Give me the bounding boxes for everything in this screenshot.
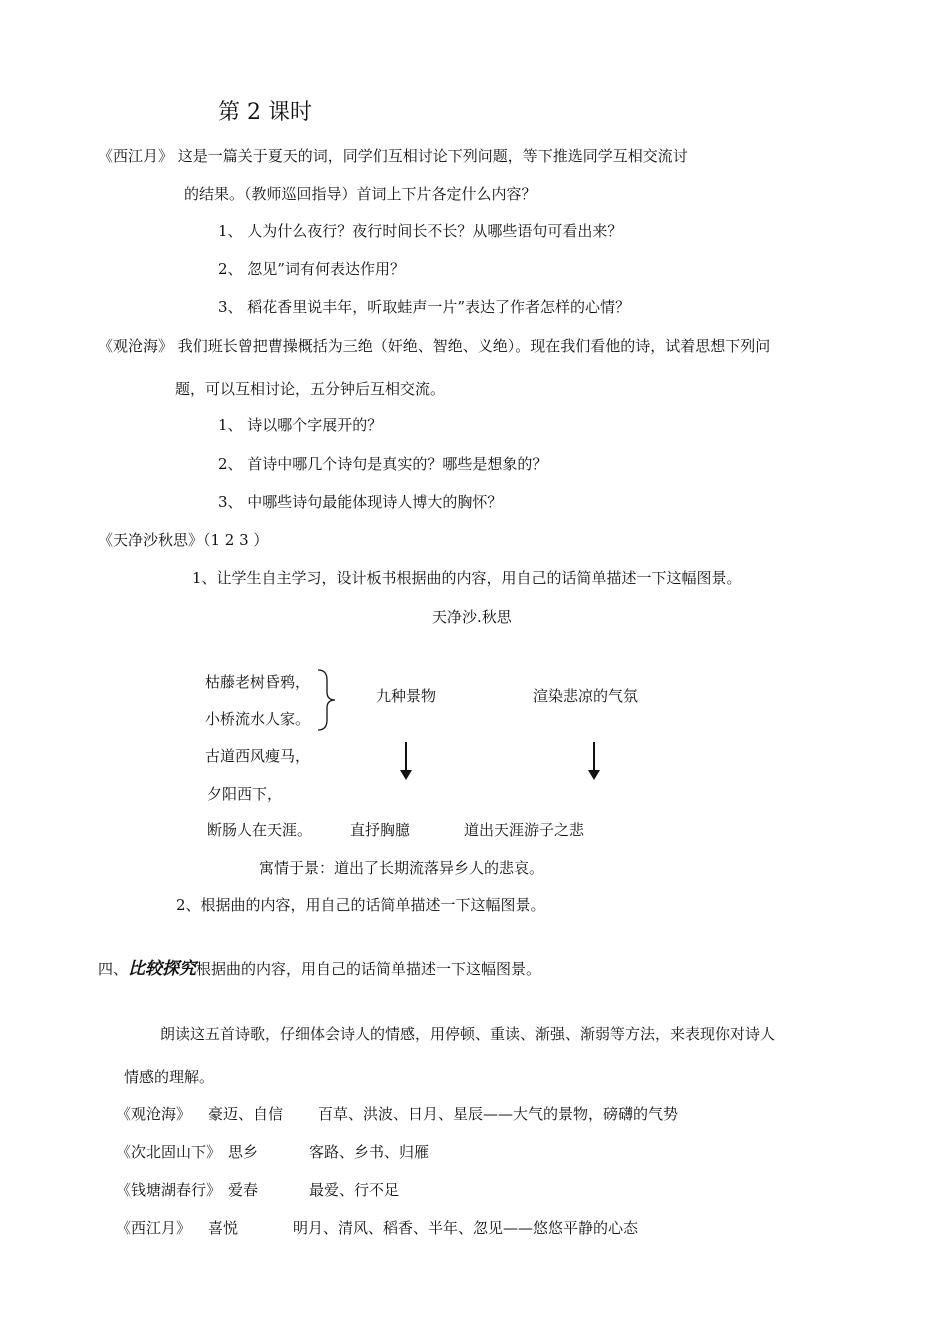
compare-row-poem: 《钱塘湖春行》 bbox=[116, 1181, 222, 1199]
verse-line-3: 古道西风瘦马， bbox=[205, 747, 311, 765]
compare-row-emotion: 思乡 bbox=[228, 1143, 259, 1161]
guancanghai-intro: 《观沧海》 我们班长曾把曹操概括为三绝（奸绝、智绝、义绝）。现在我们看他的诗，试着思想下列问 bbox=[98, 337, 771, 355]
compare-row-emotion: 爱春 bbox=[228, 1181, 259, 1199]
xijiangyue-question-1: 1、 人为什么夜行？夜行时间长不长？从哪些语句可看出来？ bbox=[218, 222, 623, 240]
tianjingsha-task-1: 1、让学生自主学习，设计板书根据曲的内容，用自己的话简单描述一下这幅图景。 bbox=[192, 569, 742, 587]
xijiangyue-intro: 《西江月》 这是一篇关于夏天的词，同学们互相讨论下列问题，等下推选同学互相交流讨 bbox=[98, 147, 688, 165]
compare-row-imagery: 百草、洪波、日月、星辰——大气的景物，磅礴的气势 bbox=[318, 1105, 679, 1123]
board-summary: 寓情于景：道出了长期流落异乡人的悲哀。 bbox=[259, 859, 545, 877]
compare-row-emotion: 喜悦 bbox=[208, 1219, 239, 1237]
arrow-down-icon bbox=[400, 742, 412, 780]
verse-line-4: 夕阳西下， bbox=[207, 785, 283, 803]
verse-line-1: 枯藤老树昏鸦， bbox=[205, 673, 311, 691]
compare-row-poem: 《观沧海》 bbox=[116, 1105, 192, 1123]
compare-row-imagery: 最爱、行不足 bbox=[309, 1181, 400, 1199]
compare-row-emotion: 豪迈、自信 bbox=[208, 1105, 284, 1123]
compare-row-imagery: 明月、清风、稻香、半年、忽见——悠悠平静的心态 bbox=[293, 1219, 639, 1237]
compare-heading bbox=[98, 959, 541, 979]
label-atmosphere: 渲染悲凉的气氛 bbox=[533, 687, 639, 705]
tianjingsha-task-2: 2、根据曲的内容，用自己的话简单描述一下这幅图景。 bbox=[176, 896, 546, 914]
board-title: 天净沙.秋思 bbox=[432, 608, 512, 626]
label-nine-scenery: 九种景物 bbox=[376, 687, 437, 705]
verse-line-2: 小桥流水人家。 bbox=[205, 710, 311, 728]
compare-row-imagery: 客路、乡书、归雁 bbox=[309, 1143, 430, 1161]
label-direct-expression: 直抒胸臆 bbox=[350, 821, 411, 839]
compare-title: 比较探究 bbox=[128, 959, 197, 979]
xijiangyue-question-2: 2、 忽见”词有何表达作用？ bbox=[218, 260, 405, 278]
compare-prefix: 四、 bbox=[98, 960, 129, 978]
lesson-title: 第 2 课时 bbox=[218, 100, 312, 125]
compare-row-poem: 《次北固山下》 bbox=[116, 1143, 222, 1161]
guancanghai-question-1: 1、 诗以哪个字展开的？ bbox=[218, 416, 383, 434]
tianjingsha-heading: 《天净沙秋思》（1 2 3 ） bbox=[98, 531, 269, 549]
compare-paragraph: 朗读这五首诗歌，仔细体会诗人的情感，用停顿、重读、渐强、渐弱等方法，来表现你对诗人 bbox=[160, 1025, 776, 1043]
xijiangyue-question-3: 3、 稻花香里说丰年，听取蛙声一片”表达了作者怎样的心情？ bbox=[218, 298, 630, 316]
arrow-down-icon bbox=[588, 742, 600, 780]
xijiangyue-intro-cont: 的结果。（教师巡回指导）首词上下片各定什么内容？ bbox=[184, 185, 537, 203]
brace-icon bbox=[316, 668, 338, 732]
compare-heading-rest: 根据曲的内容，用自己的话简单描述一下这幅图景。 bbox=[196, 960, 542, 978]
compare-paragraph-cont: 情感的理解。 bbox=[124, 1068, 215, 1086]
guancanghai-question-2: 2、 首诗中哪几个诗句是真实的？哪些是想象的？ bbox=[218, 455, 548, 473]
verse-line-5: 断肠人在天涯。 bbox=[207, 821, 313, 839]
compare-row-poem: 《西江月》 bbox=[116, 1219, 192, 1237]
guancanghai-question-3: 3、 中哪些诗句最能体现诗人博大的胸怀？ bbox=[218, 493, 503, 511]
guancanghai-intro-cont: 题，可以互相讨论，五分钟后互相交流。 bbox=[175, 380, 446, 398]
label-wanderer-sorrow: 道出天涯游子之悲 bbox=[464, 821, 585, 839]
